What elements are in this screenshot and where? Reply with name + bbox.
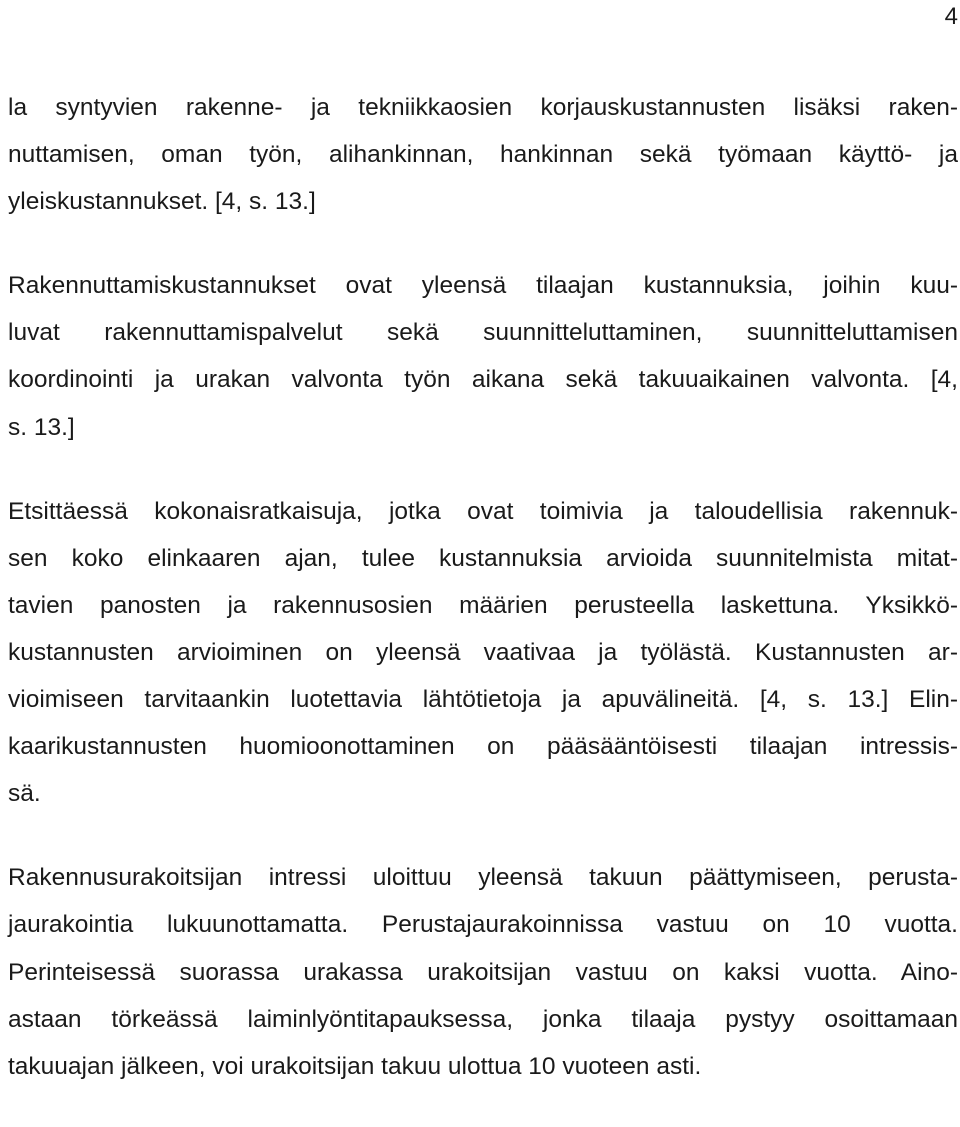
text-line: Rakennuttamiskustannukset ovat yleensä tilaajan kustannuksia, joihin kuu-: [8, 272, 958, 300]
text-line: kaarikustannusten huomioonottaminen on pääsääntöisesti tilaajan intressis-: [8, 733, 958, 761]
paragraph-1: [8, 84, 958, 225]
text-line: Perinteisessä suorassa urakassa urakoitsijan vastuu on kaksi vuotta. Aino-: [8, 958, 958, 986]
text-line: yleiskustannukset. [4, s. 13.]: [8, 188, 316, 216]
text-line: s. 13.]: [8, 413, 75, 441]
text-line: takuuajan jälkeen, voi urakoitsijan takuu ulottua 10 vuoteen asti.: [8, 1052, 702, 1080]
text-line: vioimiseen tarvitaankin luotettavia lähtötietoja ja apuvälineitä. [4, s. 13.] Elin-: [8, 686, 958, 714]
text-line: sen koko elinkaaren ajan, tulee kustannuksia arvioida suunnitelmista mitat-: [8, 544, 958, 572]
text-line: Etsittäessä kokonaisratkaisuja, jotka ovat toimivia ja taloudellisia rakennuk-: [8, 497, 958, 525]
text-line: kustannusten arvioiminen on yleensä vaativaa ja työlästä. Kustannusten ar-: [8, 638, 958, 666]
text-line: jaurakointia lukuunottamatta. Perustajaurakoinnissa vastuu on 10 vuotta.: [8, 911, 958, 939]
text-line: tavien panosten ja rakennusosien määrien perusteella laskettuna. Yksikkö-: [8, 591, 958, 619]
text-line: sä.: [8, 780, 41, 808]
text-line: la syntyvien rakenne- ja tekniikkaosien korjauskustannusten lisäksi raken-: [8, 94, 958, 121]
paragraph-2: [8, 262, 958, 450]
text-line: astaan törkeässä laiminlyöntitapauksessa, jonka tilaaja pystyy osoittamaan: [8, 1005, 958, 1033]
document-body: [8, 84, 958, 1127]
paragraph-4: [8, 854, 958, 1089]
text-line: koordinointi ja urakan valvonta työn aikana sekä takuuaikainen valvonta. [4,: [8, 366, 958, 394]
text-line: Rakennusurakoitsijan intressi uloittuu yleensä takuun päättymiseen, perusta-: [8, 864, 958, 892]
text-line: luvat rakennuttamispalvelut sekä suunnitteluttaminen, suunnitteluttamisen: [8, 319, 958, 347]
text-line: nuttamisen, oman työn, alihankinnan, hankinnan sekä työmaan käyttö- ja: [8, 141, 958, 169]
page-number: 4: [944, 3, 958, 30]
paragraph-3: [8, 488, 958, 818]
